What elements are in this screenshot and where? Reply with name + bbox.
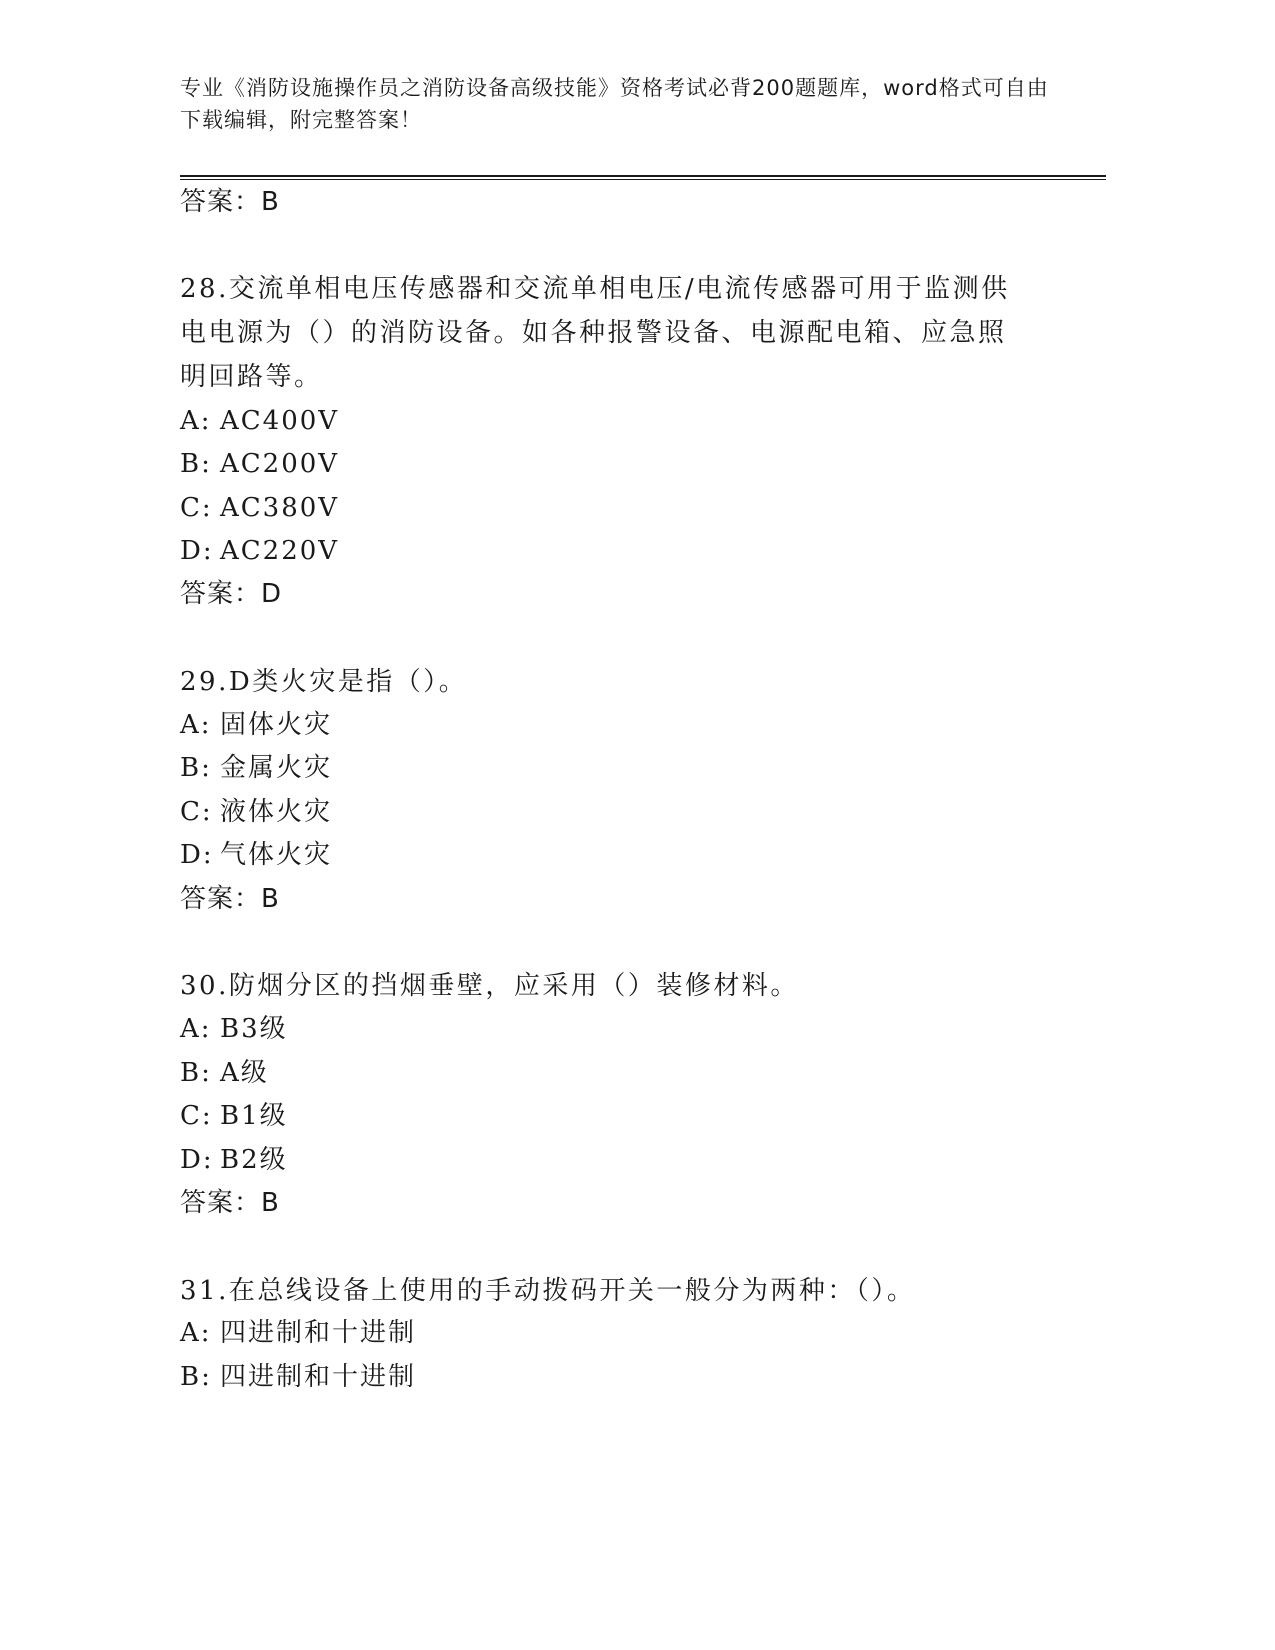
question-29-option-b (180, 752, 332, 784)
option-text: 四进制和十进制 (220, 1362, 417, 1392)
question-29-option-a (180, 709, 332, 741)
question-28-option-a (180, 405, 339, 437)
option-text: 气体火灾 (220, 840, 333, 870)
option-letter: B: (180, 753, 212, 783)
question-31-option-b (180, 1361, 416, 1393)
option-text: B2级 (220, 1145, 288, 1175)
answer-label: 答案：B (180, 187, 280, 217)
question-28-answer: 答案：D (180, 579, 283, 609)
option-text: 液体火灾 (220, 797, 333, 827)
option-letter: A: (180, 710, 212, 740)
option-letter: A: (180, 1318, 212, 1348)
question-29-option-c (180, 796, 332, 828)
option-text: 固体火灾 (220, 710, 333, 740)
page-header: 专业《消防设施操作员之消防设备高级技能》资格考试必背200题题库，word格式可自由下载编辑，附完整答案！ (180, 76, 1049, 132)
option-text: AC200V (220, 449, 340, 479)
question-30-answer: 答案：B (180, 1188, 280, 1218)
question-30-option-a (180, 1013, 288, 1045)
option-letter: D: (180, 536, 214, 566)
option-letter: C: (180, 493, 213, 523)
question-31-option-a (180, 1317, 416, 1349)
option-letter: C: (180, 797, 213, 827)
question-29-text: 29.D类火灾是指（）。 (180, 667, 468, 697)
option-letter: A: (180, 406, 212, 436)
header-divider (180, 175, 1106, 180)
question-31-text: 31.在总线设备上使用的手动拨码开关一般分为两种：（）。 (180, 1276, 916, 1306)
option-text: 金属火灾 (220, 753, 333, 783)
question-28-text: 28.交流单相电压传感器和交流单相电压/电流传感器可用于监测供电电源为（）的消防设备。如各种报警设备、电源配电箱、应急照明回路等。 (180, 274, 1010, 392)
option-text: AC220V (220, 536, 340, 566)
option-text: 四进制和十进制 (220, 1318, 417, 1348)
option-text: AC400V (220, 406, 340, 436)
option-letter: A: (180, 1014, 212, 1044)
option-letter: B: (180, 1058, 212, 1088)
option-letter: D: (180, 1145, 214, 1175)
option-text: B1级 (220, 1101, 288, 1131)
question-30-text: 30.防烟分区的挡烟垂壁，应采用（）装修材料。 (180, 971, 799, 1001)
question-28-option-d (180, 535, 339, 567)
option-letter: C: (180, 1101, 213, 1131)
question-30-option-c (180, 1100, 288, 1132)
option-text: AC380V (220, 493, 340, 523)
option-text: B3级 (220, 1014, 288, 1044)
option-letter: B: (180, 449, 212, 479)
question-30-option-d (180, 1144, 288, 1176)
question-28-option-b (180, 448, 339, 480)
question-29-option-d (180, 839, 332, 871)
question-28-option-c (180, 492, 339, 524)
question-29-answer: 答案：B (180, 884, 280, 914)
option-letter: B: (180, 1362, 212, 1392)
option-letter: D: (180, 840, 214, 870)
option-text: A级 (220, 1058, 269, 1088)
question-30-option-b (180, 1057, 269, 1089)
